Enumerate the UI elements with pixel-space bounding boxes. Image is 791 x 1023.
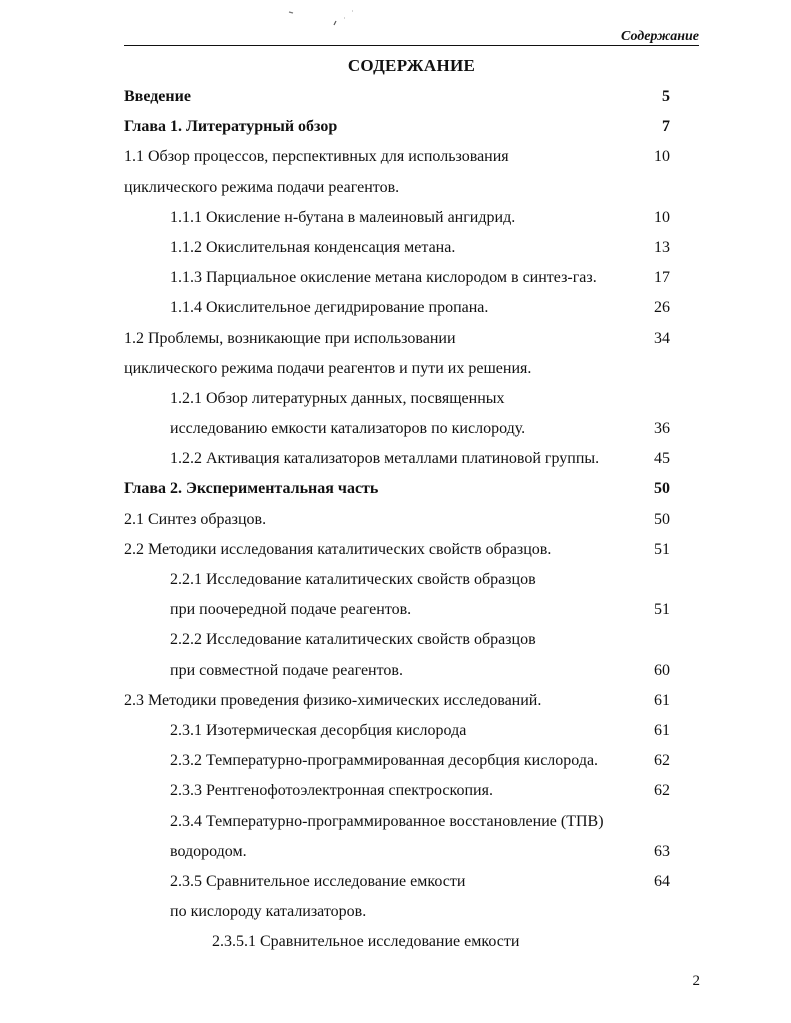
- running-header-label: Содержание: [621, 29, 699, 44]
- toc-entry-page: 51: [654, 601, 670, 619]
- toc-entry-title: циклического режима подачи реагентов.: [124, 178, 400, 196]
- toc-entry-title: 1.1.1 Окисление н-бутана в малеиновый ангидрид.: [170, 208, 516, 226]
- toc-entry-page: 61: [654, 721, 670, 739]
- toc-entry: [0, 263, 791, 293]
- toc-entry: [0, 776, 791, 806]
- toc-entry-page: 7: [662, 118, 670, 136]
- toc-entry-title: водородом.: [170, 842, 247, 860]
- toc-entry: [0, 173, 791, 203]
- toc-entry: [0, 897, 791, 927]
- toc-entry-title: 1.2.1 Обзор литературных данных, посвященных: [170, 389, 505, 407]
- toc-entry-title: 1.1 Обзор процессов, перспективных для использования: [124, 148, 509, 166]
- toc-entry-title: циклического режима подачи реагентов и пути их решения.: [124, 359, 532, 377]
- toc-entry-title: 2.3.5.1 Сравнительное исследование емкости: [212, 933, 520, 951]
- toc-entry-title: 2.3.3 Рентгенофотоэлектронная спектроскопия.: [170, 782, 493, 800]
- toc-entry-page: 64: [654, 872, 670, 890]
- toc-entry: [0, 384, 791, 414]
- toc-entry: [0, 293, 791, 323]
- toc-entry: [0, 565, 791, 595]
- toc-entry: [0, 837, 791, 867]
- toc-entry: [0, 414, 791, 444]
- toc-entry: [0, 444, 791, 474]
- toc-entry-page: 5: [662, 88, 670, 105]
- toc-entry: [0, 535, 791, 565]
- toc-entry: [0, 324, 791, 354]
- toc-entry-title: 2.2 Методики исследования каталитических свойств образцов.: [124, 540, 552, 558]
- toc-entry: [0, 867, 791, 897]
- toc-entry-page: 63: [654, 842, 670, 860]
- toc-entry-title: Введение: [124, 88, 191, 105]
- toc-entry-title: 2.3.2 Температурно-программированная десорбция кислорода.: [170, 752, 599, 770]
- toc-entry-page: 50: [654, 480, 670, 498]
- toc-entry: [0, 686, 791, 716]
- toc-entry: [0, 625, 791, 655]
- toc-entry-page: 17: [654, 269, 670, 287]
- toc-entry-page: 51: [654, 540, 670, 558]
- toc-entry: [0, 505, 791, 535]
- scan-artifact-marks: [283, 6, 363, 30]
- toc-entry: [0, 474, 791, 504]
- toc-entry-page: 26: [654, 299, 670, 317]
- toc-entry-page: 60: [654, 661, 670, 679]
- toc-entry-title: 2.1 Синтез образцов.: [124, 510, 267, 528]
- page-title: СОДЕРЖАНИЕ: [347, 56, 476, 75]
- toc-entry: [0, 656, 791, 686]
- table-of-contents: [0, 82, 791, 957]
- toc-entry: [0, 595, 791, 625]
- toc-entry-page: 36: [654, 420, 670, 438]
- toc-entry-page: 45: [654, 450, 670, 468]
- toc-entry-title: 1.1.4 Окислительное дегидрирование пропана.: [170, 299, 489, 317]
- toc-entry-title: при поочередной подаче реагентов.: [170, 601, 412, 619]
- toc-entry-title: 2.2.2 Исследование каталитических свойств образцов: [170, 631, 536, 649]
- toc-entry-title: 2.3 Методики проведения физико-химических исследований.: [124, 691, 542, 709]
- toc-entry: [0, 807, 791, 837]
- toc-entry: [0, 112, 791, 142]
- toc-entry-title: по кислороду катализаторов.: [170, 903, 367, 921]
- toc-entry-page: 10: [654, 208, 670, 226]
- toc-entry: [0, 142, 791, 172]
- toc-entry: [0, 716, 791, 746]
- toc-entry: [0, 354, 791, 384]
- toc-entry-page: 34: [654, 329, 670, 347]
- toc-entry-title: 1.1.2 Окислительная конденсация метана.: [170, 238, 456, 256]
- toc-entry-page: 62: [654, 752, 670, 770]
- toc-entry-title: Глава 1. Литературный обзор: [124, 118, 338, 136]
- toc-entry: [0, 746, 791, 776]
- toc-entry: [0, 82, 791, 112]
- toc-entry-title: при совместной подаче реагентов.: [170, 661, 403, 679]
- running-header: [124, 29, 699, 46]
- toc-entry: [0, 203, 791, 233]
- toc-entry-title: 2.2.1 Исследование каталитических свойств образцов: [170, 571, 536, 588]
- toc-entry: [0, 233, 791, 263]
- page-number: 2: [692, 973, 700, 989]
- toc-entry-title: 2.3.5 Сравнительное исследование емкости: [170, 872, 466, 890]
- toc-entry-page: 50: [654, 510, 670, 528]
- toc-entry-title: 1.2 Проблемы, возникающие при использовании: [124, 329, 456, 347]
- toc-entry-title: 2.3.4 Температурно-программированное восстановление (ТПВ): [170, 812, 604, 830]
- toc-entry-page: 13: [654, 238, 670, 256]
- toc-entry-page: 62: [654, 782, 670, 800]
- toc-entry-title: 1.2.2 Активация катализаторов металлами платиновой группы.: [170, 450, 600, 468]
- toc-entry-page: 61: [654, 691, 670, 709]
- toc-entry-page: 10: [654, 148, 670, 166]
- toc-entry: [0, 927, 791, 957]
- toc-entry-title: 1.1.3 Парциальное окисление метана кислородом в синтез-газ.: [170, 269, 597, 287]
- toc-entry-title: исследованию емкости катализаторов по кислороду.: [170, 420, 526, 438]
- toc-entry-title: 2.3.1 Изотермическая десорбция кислорода: [170, 721, 467, 739]
- toc-entry-title: Глава 2. Экспериментальная часть: [124, 480, 379, 498]
